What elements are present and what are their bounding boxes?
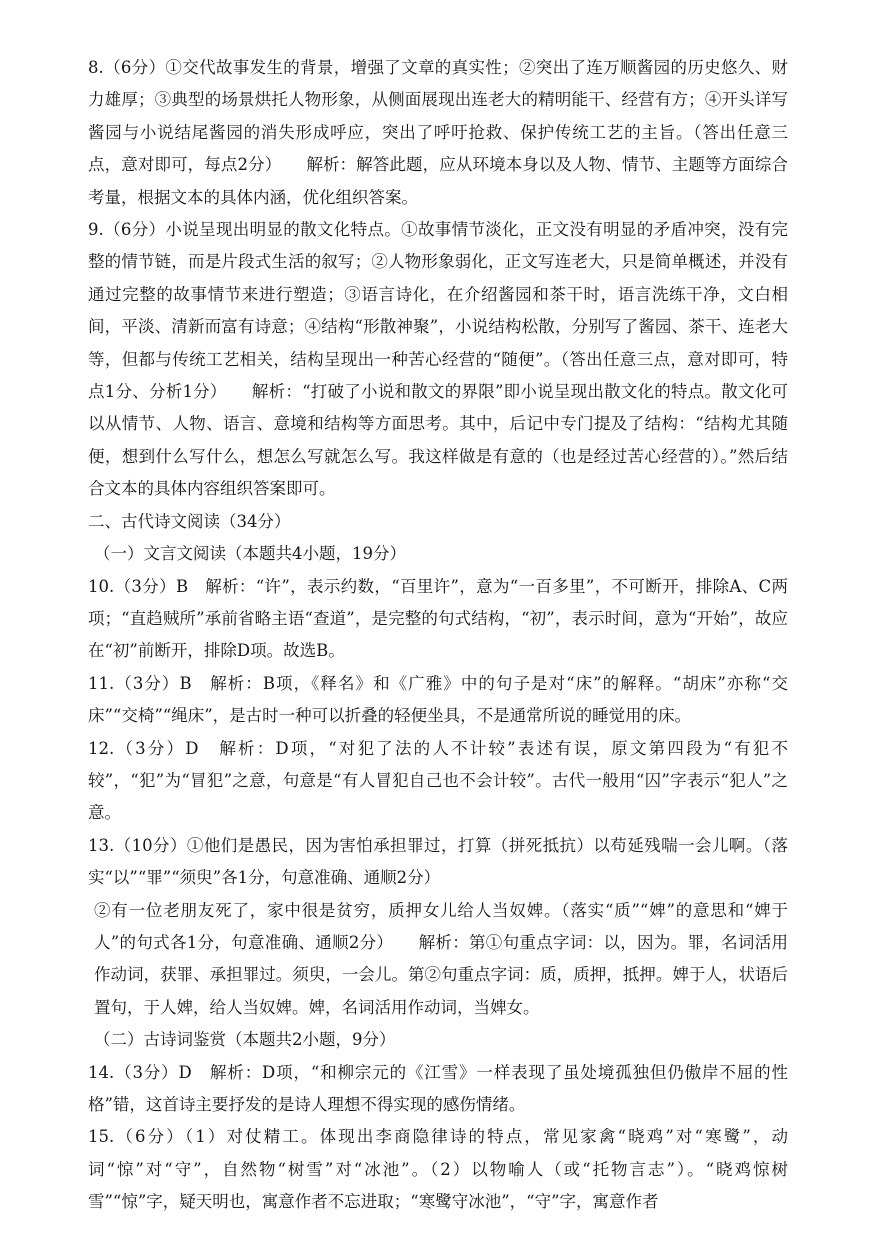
answer-9-paragraph: 9.（6分）小说呈现出明显的散文化特点。①故事情节淡化，正文没有明显的矛盾冲突，没有完整的情节链，而是片段式生活的叙写；②人物形象弱化，正文写连老大，只是简单概述，并没有通过完整的故事情节来进行塑造；③语言诗化，在介绍酱园和茶干时，语言洗练干净，文白相间，平淡、清新而富有诗意；④结构“形散神聚”，小说结构松散，分别写了酱园、茶干、连老大等，但都与传统工艺相关，结构呈现出一种苦心经营的“随便”。（答出任意三点，意对即可，特点1分、分析1分） 解析：“打破了小说和散文的界限”即小说呈现出散文化的特点。散文化可以从情节、人物、语言、意境和结构等方面思考。其中，后记中专门提及了结构：“结构尤其随便，想到什么写什么，想怎么写就怎么写。我这样做是有意的（也是经过苦心经营的）。”然后结合文本的具体内容组织答案即可。 [88,220,788,499]
subsection-heading-classical-chinese: （一）文言文阅读（本题共4小题，19分） [94,544,406,564]
answer-10-paragraph: 10.（3分）B 解析：“许”，表示约数，“百里许”，意为“一百多里”，不可断开，排除A、C两项；“直趋贼所”承前省略主语“查道”，是完整的句式结构，“初”，表示时间，意为“开始”，故应在“初”前断开，排除D项。故选B。 [88,576,788,661]
answer-11-paragraph: 11.（3分）B 解析：B项，《释名》和《广雅》中的句子是对“床”的解释。“胡床”亦称“交床”“交椅”“绳床”，是古时一种可以折叠的轻便坐具，不是通常所说的睡觉用的床。 [88,673,788,726]
answer-12-paragraph: 12.（3分）D 解析：D项，“对犯了法的人不计较”表述有误，原文第四段为“有犯不较”，“犯”为“冒犯”之意，句意是“有人冒犯自己也不会计较”。古代一般用“囚”字表示“犯人”之意。 [88,738,788,823]
answer-8-paragraph: 8.（6分）①交代故事发生的背景，增强了文章的真实性；②突出了连万顺酱园的历史悠久、财力雄厚；③典型的场景烘托人物形象，从侧面展现出连老大的精明能干、经营有方；④开头详写酱园与小说结尾酱园的消失形成呼应，突出了呼吁抢救、保护传统工艺的主旨。（答出任意三点，意对即可，每点2分） 解析：解答此题，应从环境本身以及人物、情节、主题等方面综合考量，根据文本的具体内涵，优化组织答案。 [88,58,788,207]
subsection-heading-poetry-appreciation: （二）古诗词鉴赏（本题共2小题，9分） [94,1030,396,1050]
document-page [88,52,788,1219]
answer-14-paragraph: 14.（3分）D 解析：D项，“和柳宗元的《江雪》一样表现了虽处境孤独但仍傲岸不屈的性格”错，这首诗主要抒发的是诗人理想不得实现的感伤情绪。 [88,1062,788,1114]
answer-13-part1-paragraph: 13.（10分）①他们是愚民，因为害怕承担罪过，打算（拼死抵抗）以苟延残喘一会儿啊。（落实“以”“罪”“须臾”各1分，句意准确、通顺2分） [88,835,788,888]
section-heading-ancient-poetry: 二、古代诗文阅读（34分） [88,511,291,531]
answer-13-part2-paragraph: ②有一位老朋友死了，家中很是贫穷，质押女儿给人当奴婢。（落实“质”“婢”的意思和“婢于人”的句式各1分，句意准确、通顺2分） 解析：第①句重点字词：以，因为。罪，名词活用作动词，获罪、承担罪过。须臾，一会儿。第②句重点字词：质，质押，抵押。婢于人，状语后置句，于人婢，给人当奴婢。婢，名词活用作动词，当婢女。 [94,900,788,1017]
answer-15-paragraph: 15.（6分）（1）对仗精工。体现出李商隐律诗的特点，常见家禽“晓鸡”对“寒鹭”，动词“惊”对“守”，自然物“树雪”对“冰池”。（2）以物喻人（或“托物言志”）。“晓鸡惊树雪”“惊”字，疑天明也，寓意作者不忘进取；“寒鹭守冰池”，“守”字，寓意作者 [88,1127,788,1212]
